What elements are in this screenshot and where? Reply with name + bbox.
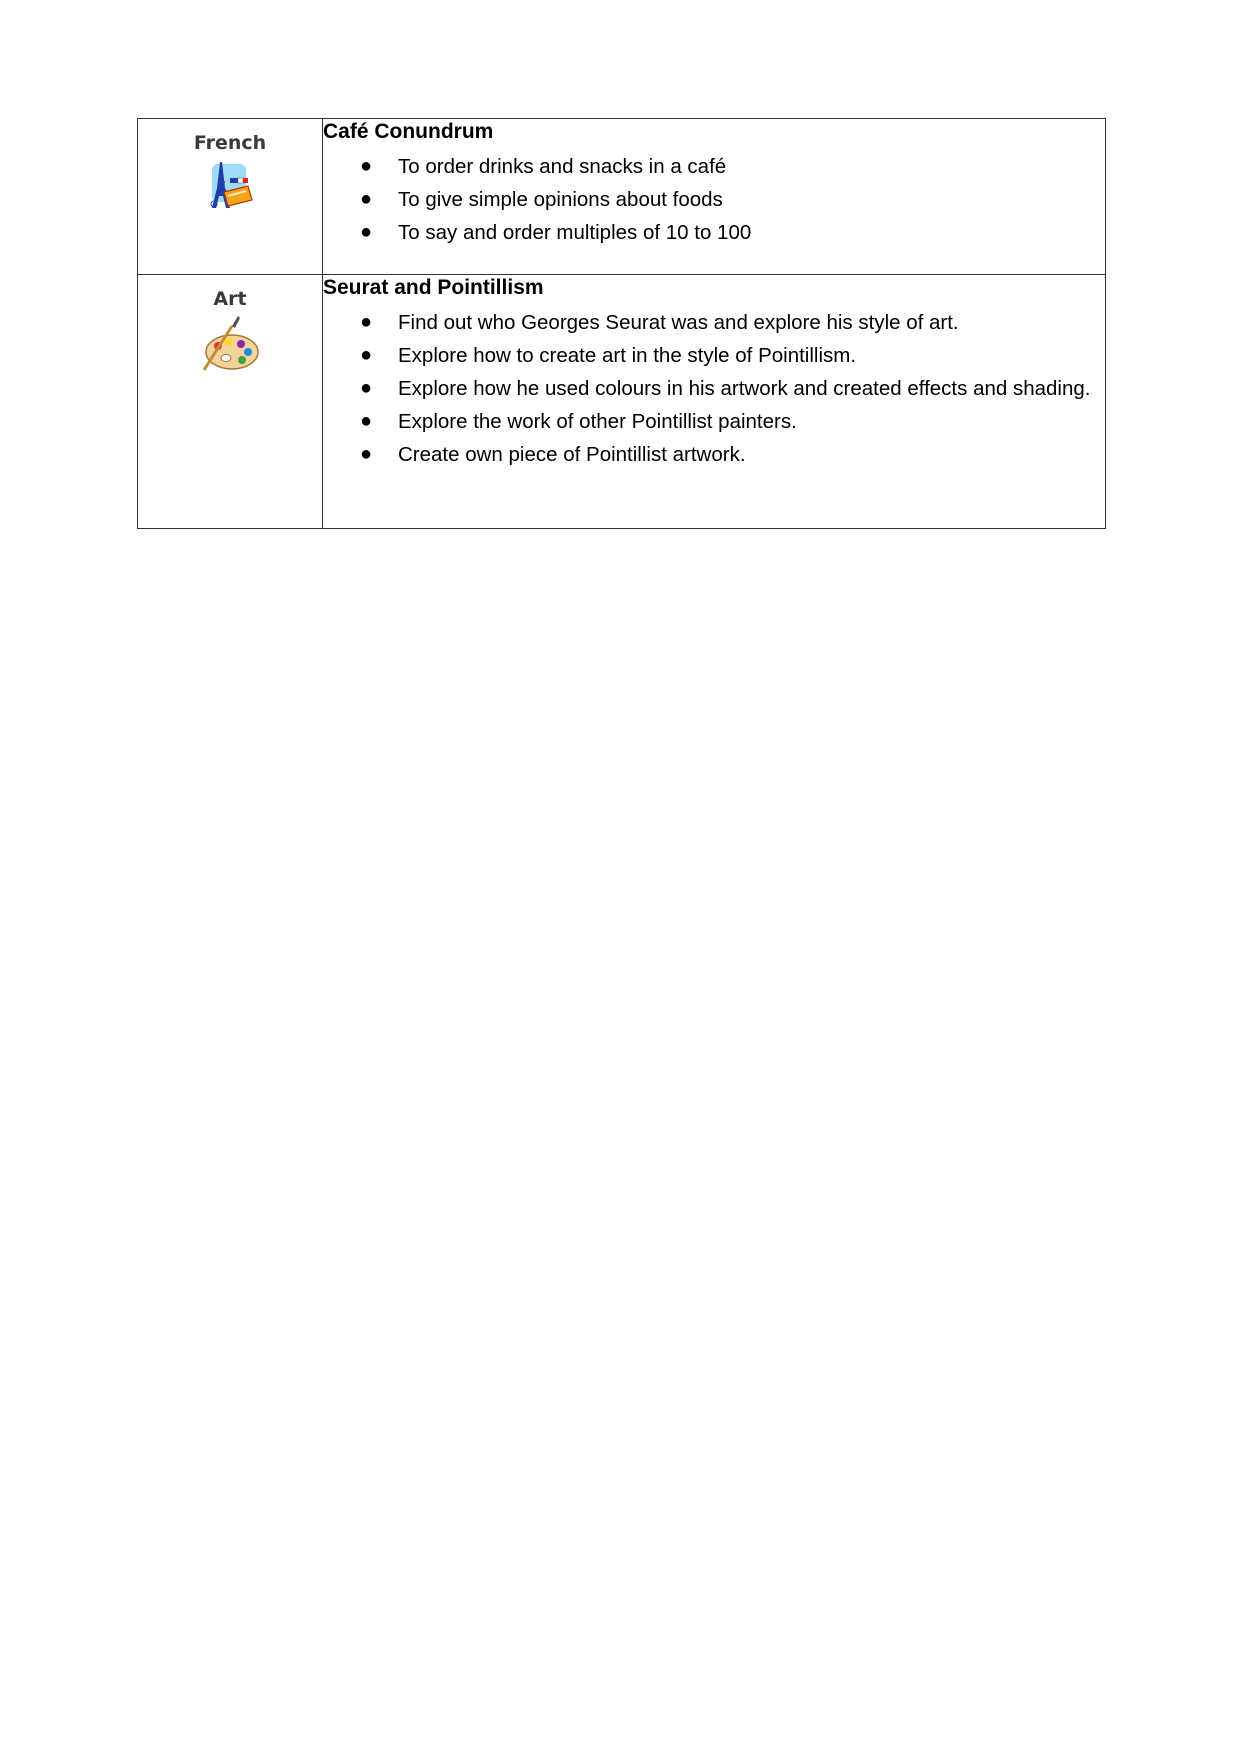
eiffel-tower-icon	[206, 158, 254, 212]
bullet: ●	[360, 410, 373, 432]
list-item-text: To say and order multiples of 10 to 100	[398, 221, 752, 244]
bullet: ●	[360, 311, 373, 333]
topic-title-french: Café Conundrum	[323, 120, 494, 143]
bullet: ●	[360, 377, 373, 399]
content-cell-art	[323, 275, 1106, 529]
subject-label-art: Art	[213, 288, 247, 310]
topic-title-art: Seurat and Pointillism	[323, 276, 544, 299]
subject-cell-french	[138, 119, 323, 275]
list-item	[360, 306, 1105, 339]
table-row-art	[138, 275, 1106, 529]
list-item	[360, 150, 1105, 183]
list-item-text: Find out who Georges Seurat was and explore his style of art.	[398, 311, 959, 334]
list-item-text: To give simple opinions about foods	[398, 188, 723, 211]
list-item	[360, 372, 1105, 405]
list-item	[360, 438, 1105, 471]
subject-label-french: French	[193, 132, 267, 154]
topic-list-french	[323, 150, 1105, 249]
bullet: ●	[360, 221, 373, 243]
list-item-text: Explore how to create art in the style of Pointillism.	[398, 344, 857, 367]
curriculum-table	[137, 118, 1106, 529]
subject-cell-art	[138, 275, 323, 529]
content-cell-french	[323, 119, 1106, 275]
list-item-text: Explore the work of other Pointillist painters.	[398, 410, 797, 433]
bullet: ●	[360, 155, 373, 177]
list-item-text: Create own piece of Pointillist artwork.	[398, 443, 746, 466]
list-item	[360, 339, 1105, 372]
topic-list-art	[323, 306, 1105, 471]
bullet: ●	[360, 443, 373, 465]
list-item	[360, 405, 1105, 438]
list-item	[360, 216, 1105, 249]
bullet: ●	[360, 188, 373, 210]
list-item-text: To order drinks and snacks in a café	[398, 155, 727, 178]
list-item-text: Explore how he used colours in his artwork and created effects and shading.	[398, 377, 1091, 400]
paint-palette-icon	[198, 314, 262, 374]
table-row-french	[138, 119, 1106, 275]
list-item	[360, 183, 1105, 216]
bullet: ●	[360, 344, 373, 366]
